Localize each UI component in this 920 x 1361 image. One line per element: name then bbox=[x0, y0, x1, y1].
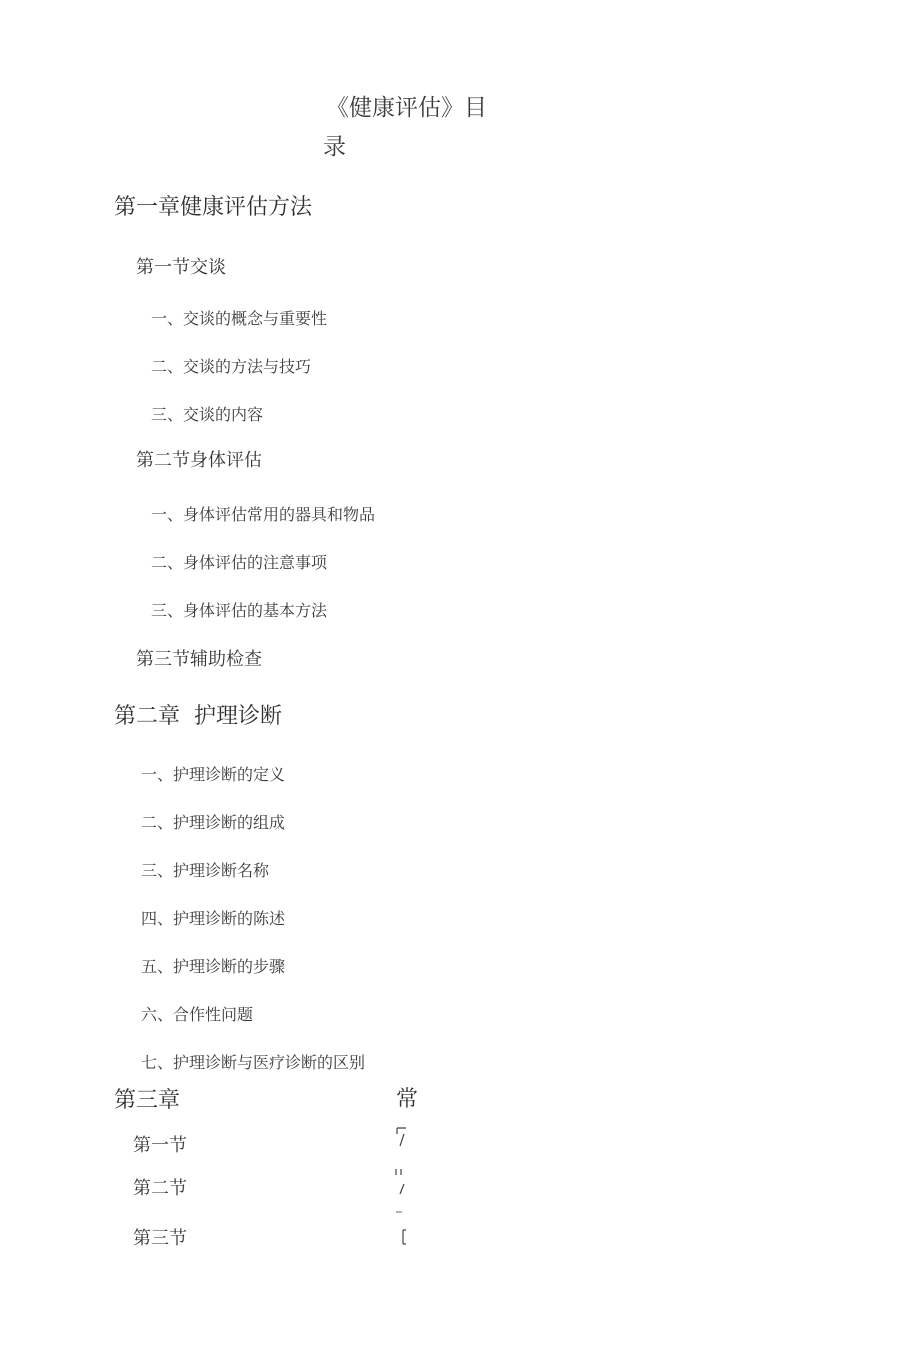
toc-item: 二、身体评估的注意事项 bbox=[151, 553, 328, 572]
chapter-1-heading: 第一章健康评估方法 bbox=[114, 195, 313, 220]
toc-item: 一、身体评估常用的器具和物品 bbox=[151, 505, 376, 524]
toc-item: 三、身体评估的基本方法 bbox=[151, 601, 328, 620]
toc-item: 一、交谈的概念与重要性 bbox=[151, 309, 328, 328]
toc-item: 四、护理诊断的陈述 bbox=[141, 909, 286, 928]
clipped-text-fragments bbox=[392, 1124, 408, 1248]
toc-item: 一、护理诊断的定义 bbox=[141, 765, 286, 784]
toc-item: 二、护理诊断的组成 bbox=[141, 813, 286, 832]
toc-item: 三、交谈的内容 bbox=[151, 405, 264, 424]
chapter-3-section-2-heading: 第二节 bbox=[133, 1178, 187, 1199]
chapter-3-heading: 第三章 bbox=[114, 1088, 181, 1113]
toc-item: 三、护理诊断名称 bbox=[141, 861, 270, 880]
toc-item: 六、合作性问题 bbox=[141, 1005, 254, 1024]
chapter-2-heading: 第二章 护理诊断 bbox=[114, 704, 282, 729]
chapter-1-section-1-heading: 第一节交谈 bbox=[136, 257, 226, 278]
toc-item: 五、护理诊断的步骤 bbox=[141, 957, 286, 976]
document-title-line1: 《健康评估》目 bbox=[326, 95, 487, 121]
document-title-line2: 录 bbox=[323, 134, 346, 160]
chapter-1-section-2-heading: 第二节身体评估 bbox=[136, 450, 262, 471]
chapter-3-section-3-heading: 第三节 bbox=[133, 1228, 187, 1249]
toc-item: 二、交谈的方法与技巧 bbox=[151, 357, 312, 376]
chapter-3-section-1-heading: 第一节 bbox=[133, 1135, 187, 1156]
chapter-1-section-3-heading: 第三节辅助检查 bbox=[136, 649, 262, 670]
chapter-3-heading-clipped-fragment: 常 bbox=[396, 1087, 419, 1112]
toc-item: 七、护理诊断与医疗诊断的区别 bbox=[141, 1053, 366, 1072]
